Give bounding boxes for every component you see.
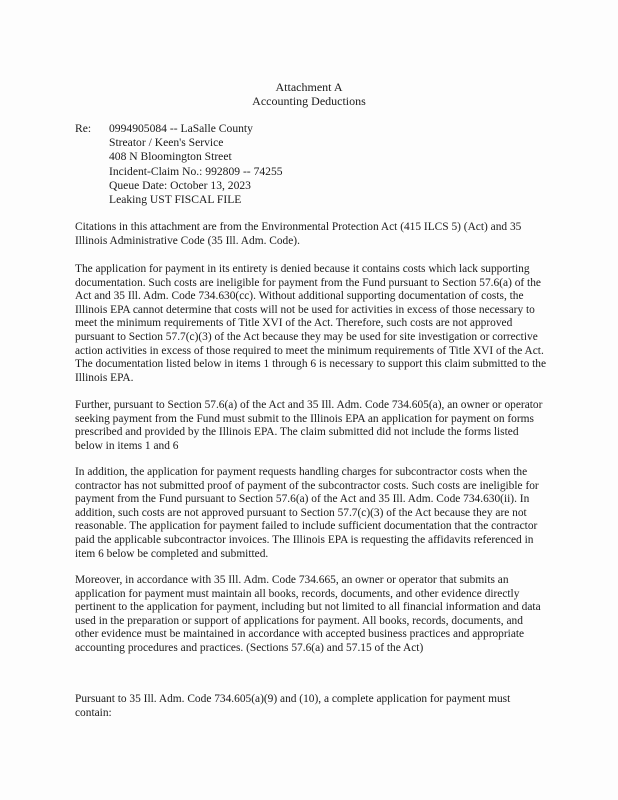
reference-line: Incident-Claim No.: 992809 -- 74255 (109, 164, 283, 178)
paragraph-denial: The application for payment in its entirety is denied because it contains costs which lack supporting documentation. Such costs are ineligible for payment from the Fund pursuant to Section 57.6(a) of the Act and 35 Ill. Adm. Code 734.630(cc). Without additional supporting documentation of costs, the Illinois EPA cannot determine that costs will not be used for activities in excess of those necessary to meet the minimum requirements of Title XVI of the Act. Therefore, such costs are not approved pursuant to Section 57.7(c)(3) of the Act because they may be used for site investigation or corrective action activities in excess of those required to meet the minimum requirements of Title XVI of the Act. The documentation listed below in items 1 through 6 is necessary to support this claim submitted to the Illinois EPA. (75, 263, 547, 384)
reference-line: 408 N Bloomington Street (109, 150, 232, 164)
reference-lines (109, 122, 283, 207)
reference-line: Streator / Keen's Service (109, 136, 224, 150)
reference-line: Queue Date: October 13, 2023 (109, 178, 251, 192)
paragraph-records: Moreover, in accordance with 35 Ill. Adm. Code 734.665, an owner or operator that submits an application for payment must maintain all books, records, documents, and other evidence directly pertinent to the application for payment, including but not limited to all financial information and data used in the preparation or support of applications for payment. All books, records, documents, and other evidence must be maintained in accordance with accepted business practices and appropriate accounting procedures and practices. (Sections 57.6(a) and 57.15 of the Act) (75, 574, 541, 654)
paragraph-citations: Citations in this attachment are from the Environmental Protection Act (415 ILCS 5) (Act) and 35 Illinois Administrative Code (35 Ill. Adm. Code). (75, 221, 522, 247)
attachment-subtitle: Accounting Deductions (252, 94, 366, 108)
paragraph-complete-application: Pursuant to 35 Ill. Adm. Code 734.605(a)(9) and (10), a complete application for payment must contain: (75, 693, 511, 719)
attachment-heading (0, 80, 618, 108)
paragraph-forms: Further, pursuant to Section 57.6(a) of the Act and 35 Ill. Adm. Code 734.605(a), an owner or operator seeking payment from the Fund must submit to the Illinois EPA an application for payment on forms prescribed and provided by the Illinois EPA. The claim submitted did not include the forms listed below in items 1 and 6 (75, 399, 543, 452)
attachment-title: Attachment A (275, 80, 343, 94)
re-label: Re: (75, 122, 92, 135)
paragraph-handling-charges: In addition, the application for payment requests handling charges for subcontractor costs when the contractor has not submitted proof of payment of the subcontractor costs. Such costs are ineligible for payment from the Fund pursuant to Section 57.6(a) of the Act and 35 Ill. Adm. Code 734.630(ii). In addition, such costs are not approved pursuant to Section 57.7(c)(3) of the Act because they are not reasonable. The application for payment failed to include sufficient documentation that the contractor paid the applicable subcontractor invoices. The Illinois EPA is requesting the affidavits referenced in item 6 below be completed and submitted. (75, 466, 539, 560)
reference-line: Leaking UST FISCAL FILE (109, 193, 242, 207)
reference-line: 0994905084 -- LaSalle County (109, 122, 253, 135)
